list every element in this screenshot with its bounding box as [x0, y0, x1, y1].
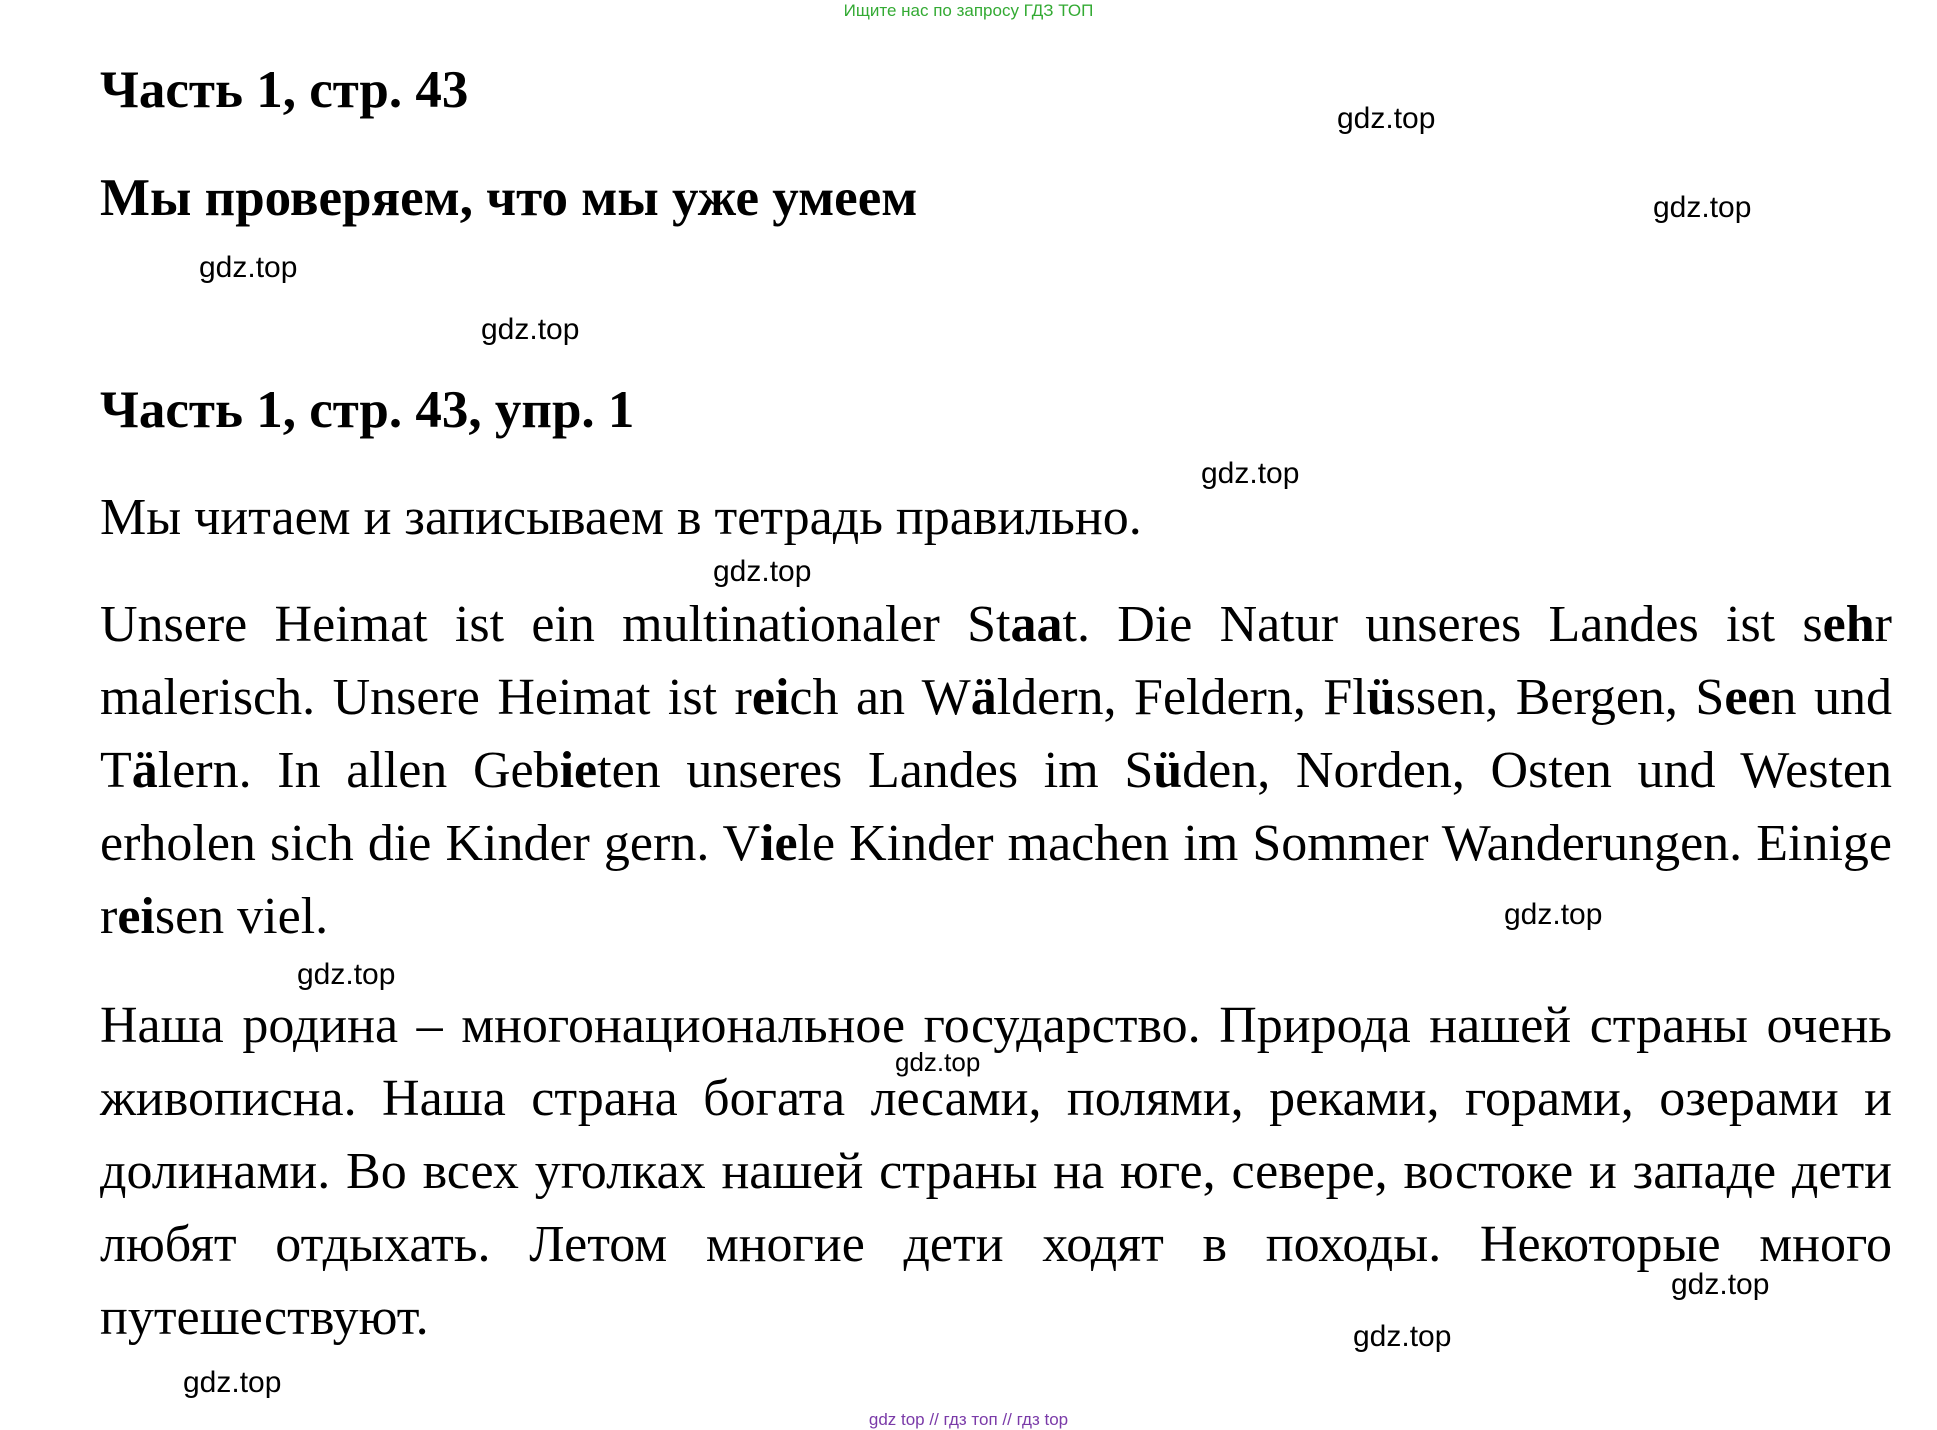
watermark: gdz.top — [1671, 1268, 1770, 1301]
russian-translation: Наша родина – многонациональное государство. Природа нашей страны очень живописна. Наша страна богата лесами, полями, реками, горами, озерами и долинами. Во всех уголках нашей страны на юге, севере, востоке и западе дети любят отдыхать. Летом многие дети ходят в походы. Некоторые много путешествуют. — [100, 997, 1892, 1346]
german-segment: ten unseres Landes im S — [597, 742, 1154, 799]
watermark: gdz.top — [297, 958, 396, 991]
watermark: gdz.top — [1201, 457, 1300, 490]
german-segment: Unsere Heimat ist ein multinationaler St — [100, 596, 1011, 653]
watermark: gdz.top — [199, 251, 298, 284]
footer-separator: // — [997, 1410, 1017, 1429]
footer-link[interactable]: gdz top — [868, 1410, 925, 1429]
top-banner — [0, 0, 1937, 22]
exercise-title: Часть 1, стр. 43, упр. 1 — [100, 381, 635, 439]
watermark: gdz.top — [895, 1047, 981, 1077]
watermark: gdz.top — [1504, 898, 1603, 931]
german-segment: n und T — [100, 669, 1893, 799]
german-paragraph — [100, 588, 1892, 953]
german-highlight: ie — [760, 815, 798, 872]
footer-link[interactable]: гдз топ — [943, 1410, 998, 1429]
german-segment: t. Die Natur unseres Landes ist s — [1062, 596, 1823, 653]
footer-link[interactable]: гдз top — [1016, 1410, 1069, 1429]
section-title: Мы проверяем, что мы уже умеем — [100, 169, 918, 227]
german-highlight: eh — [1822, 596, 1875, 653]
german-highlight: ä — [131, 742, 158, 799]
german-highlight: ei — [751, 669, 790, 726]
watermark: gdz.top — [481, 313, 580, 346]
german-segment: ldern, Feldern, Fl — [996, 669, 1367, 726]
german-highlight: ü — [1153, 742, 1183, 799]
watermark: gdz.top — [713, 555, 812, 588]
german-highlight: ee — [1724, 669, 1771, 726]
german-segment: den, Norden, Osten und Westen erholen sich die Kinder gern. V — [100, 742, 1892, 872]
page-title: Часть 1, стр. 43 — [100, 61, 469, 119]
german-segment: ch an W — [789, 669, 971, 726]
german-highlight: ä — [970, 669, 997, 726]
watermark: gdz.top — [1353, 1320, 1452, 1353]
german-segment: sen viel. — [154, 888, 329, 945]
german-highlight: ü — [1366, 669, 1396, 726]
banner-text: Ищите нас по запросу ГДЗ ТОП — [843, 1, 1094, 20]
footer-links — [0, 1410, 1937, 1430]
german-segment: le Kinder machen im Sommer Wanderungen. Einige r — [100, 815, 1892, 945]
german-segment: r malerisch. Unsere Heimat ist r — [100, 596, 1892, 726]
watermark: gdz.top — [1337, 102, 1436, 135]
german-highlight: ie — [559, 742, 598, 799]
german-segment: ssen, Bergen, S — [1395, 669, 1725, 726]
watermark: gdz.top — [183, 1366, 282, 1399]
watermark: gdz.top — [1653, 191, 1752, 224]
exercise-instruction: Мы читаем и записываем в тетрадь правильно. — [100, 489, 1142, 546]
german-segment: lern. In allen Geb — [157, 742, 560, 799]
german-highlight: ei — [117, 888, 155, 945]
german-highlight: aa — [1010, 596, 1063, 653]
footer-separator: // — [924, 1410, 944, 1429]
